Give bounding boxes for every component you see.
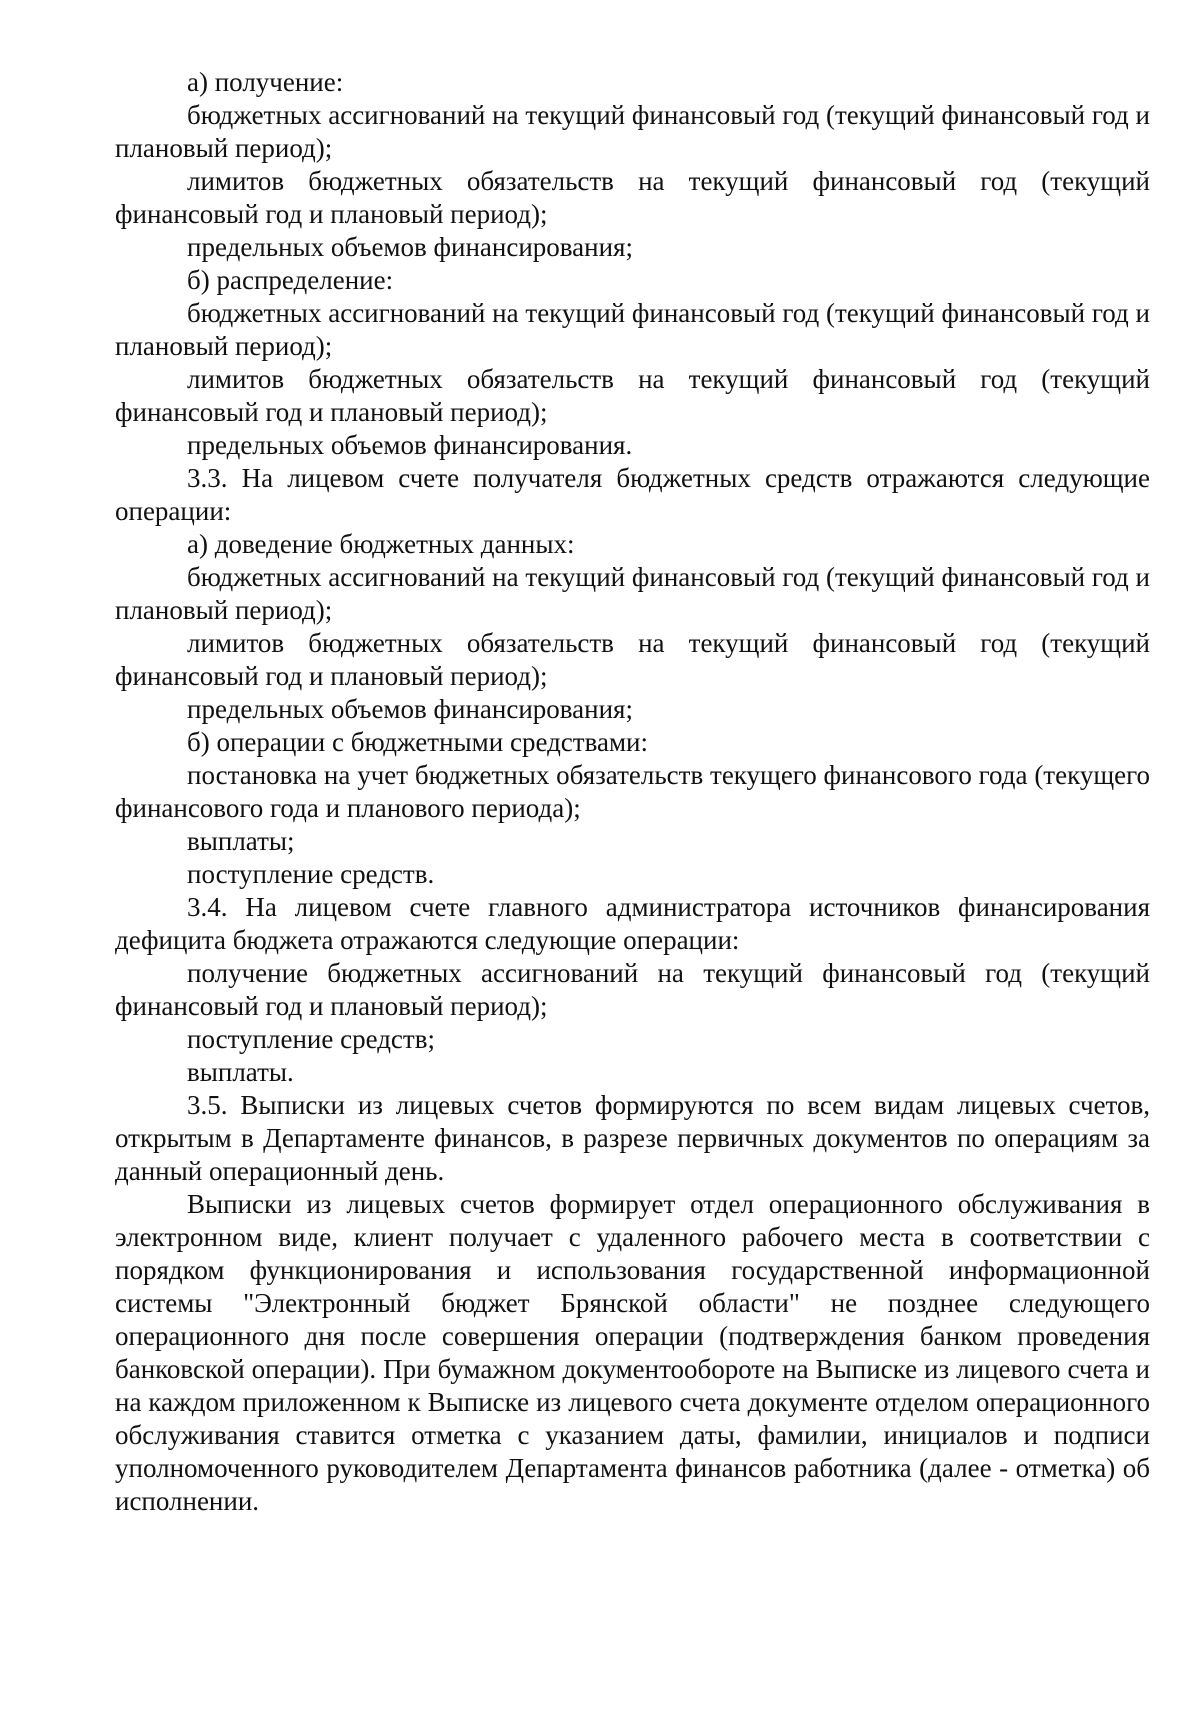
paragraph: 3.5. Выписки из лицевых счетов формируются по всем видам лицевых счетов, открытым в Департаменте финансов, в разрезе первичных документов по операциям за данный операционный день. (115, 1090, 1150, 1186)
paragraph: а) доведение бюджетных данных: (187, 529, 575, 559)
paragraph: выплаты. (187, 1057, 294, 1087)
paragraph: а) получение: (187, 67, 344, 97)
paragraph: предельных объемов финансирования; (187, 694, 633, 724)
paragraph: бюджетных ассигнований на текущий финансовый год (текущий финансовый год и плановый период); (115, 298, 1150, 361)
paragraph: поступление средств; (187, 1024, 435, 1054)
paragraph: постановка на учет бюджетных обязательств текущего финансового года (текущего финансового года и планового периода); (115, 760, 1150, 823)
paragraph: бюджетных ассигнований на текущий финансовый год (текущий финансовый год и плановый период); (115, 562, 1150, 625)
paragraph: лимитов бюджетных обязательств на текущий финансовый год (текущий финансовый год и плановый период); (115, 628, 1150, 691)
paragraph: 3.4. На лицевом счете главного администратора источников финансирования дефицита бюджета отражаются следующие операции: (115, 892, 1150, 955)
document-page (115, 66, 1150, 1518)
paragraph: б) операции с бюджетными средствами: (187, 727, 649, 757)
paragraph: бюджетных ассигнований на текущий финансовый год (текущий финансовый год и плановый период); (115, 100, 1150, 163)
paragraph: лимитов бюджетных обязательств на текущий финансовый год (текущий финансовый год и плановый период); (115, 166, 1150, 229)
paragraph: предельных объемов финансирования. (187, 430, 633, 460)
paragraph: б) распределение: (187, 265, 394, 295)
paragraph: выплаты; (187, 826, 295, 856)
paragraph: поступление средств. (187, 859, 435, 889)
paragraph: лимитов бюджетных обязательств на текущий финансовый год (текущий финансовый год и плановый период); (115, 364, 1150, 427)
paragraph: предельных объемов финансирования; (187, 232, 633, 262)
paragraph: получение бюджетных ассигнований на текущий финансовый год (текущий финансовый год и плановый период); (115, 958, 1150, 1021)
paragraph: Выписки из лицевых счетов формирует отдел операционного обслуживания в электронном виде, клиент получает с удаленного рабочего места в соответствии с порядком функционирования и использования государственной информационной системы "Электронный бюджет Брянской области" не позднее следующего операционного дня после совершения операции (подтверждения банком проведения банковской операции). При бумажном документообороте на Выписке из лицевого счета и на каждом приложенном к Выписке из лицевого счета документе отделом операционного обслуживания ставится отметка с указанием даты, фамилии, инициалов и подписи уполномоченного руководителем Департамента финансов работника (далее - отметка) об исполнении. (115, 1189, 1150, 1516)
paragraph: 3.3. На лицевом счете получателя бюджетных средств отражаются следующие операции: (115, 463, 1150, 526)
